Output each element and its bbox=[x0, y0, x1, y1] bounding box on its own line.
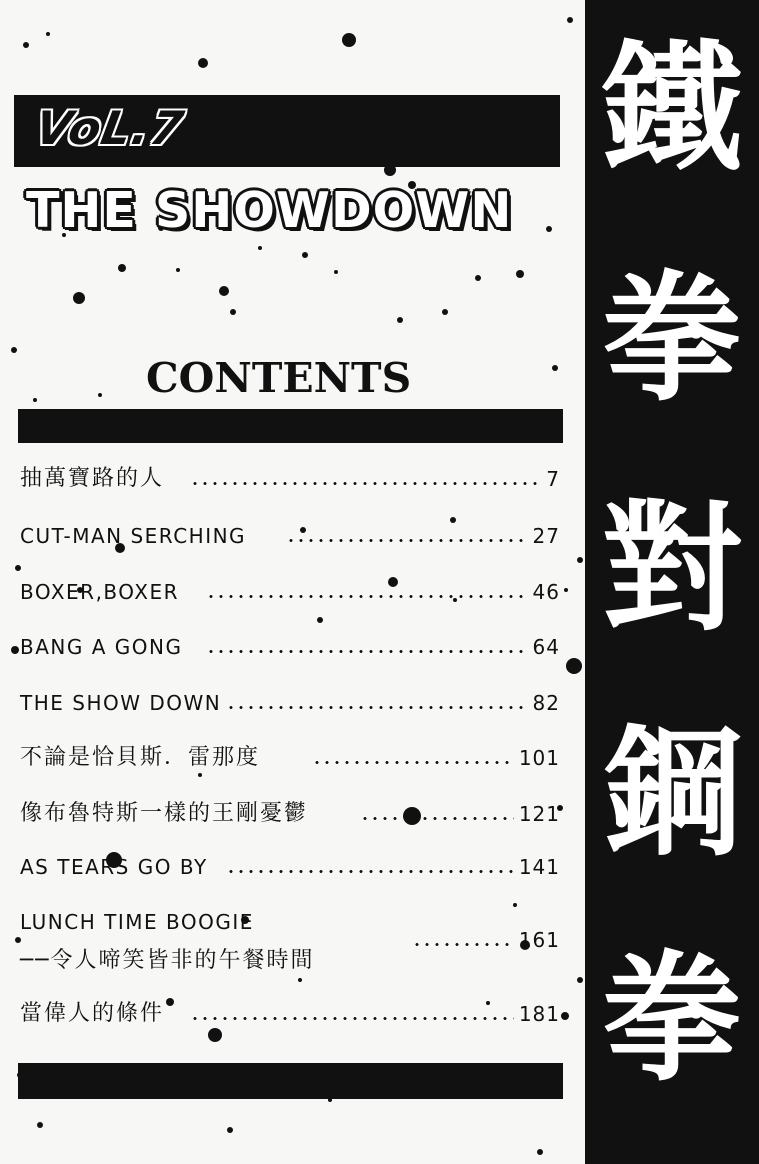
toc-entry-title: 當偉人的條件 bbox=[20, 1001, 165, 1026]
toc-entry-page: 27 bbox=[532, 524, 560, 548]
series-title-char: 對 bbox=[601, 488, 742, 651]
series-title-char: 拳 bbox=[601, 258, 742, 421]
series-title-char: 鋼 bbox=[601, 713, 742, 876]
toc-leader-dots bbox=[226, 706, 526, 709]
series-title-char: 鐵 bbox=[601, 28, 742, 191]
toc-entry-title: BANG A GONG bbox=[20, 635, 183, 659]
toc-entry-title: BOXER,BOXER bbox=[20, 580, 179, 604]
contents-heading: CONTENTS bbox=[146, 354, 412, 402]
footer-divider-bar bbox=[18, 1063, 563, 1099]
toc-entry[interactable] bbox=[20, 798, 560, 834]
toc-entry-title: 不論是恰貝斯．雷那度 bbox=[20, 745, 261, 770]
toc-entry[interactable] bbox=[20, 463, 560, 499]
toc-entry[interactable] bbox=[20, 998, 560, 1034]
toc-entry-page: 181 bbox=[518, 1002, 560, 1026]
toc-entry-title: LUNCH TIME BOOGIE bbox=[20, 910, 254, 934]
toc-leader-dots bbox=[286, 539, 526, 542]
toc-entry-subtitle: ──令人啼笑皆非的午餐時間 bbox=[20, 948, 315, 973]
toc-entry-page: 121 bbox=[518, 802, 560, 826]
toc-leader-dots bbox=[360, 817, 514, 820]
toc-entry-title: CUT-MAN SERCHING bbox=[20, 524, 247, 548]
toc-leader-dots bbox=[206, 595, 526, 598]
volume-label: VoL.7 bbox=[31, 101, 189, 155]
toc-entry[interactable] bbox=[20, 576, 560, 612]
toc-entry-title: AS TEARS GO BY bbox=[20, 855, 208, 879]
toc-entry-title: 像布魯特斯一樣的王剛憂鬱 bbox=[20, 801, 309, 826]
toc-leader-dots bbox=[206, 650, 526, 653]
toc-entry-page: 101 bbox=[518, 746, 560, 770]
toc-entry-page: 161 bbox=[518, 928, 560, 952]
toc-entry-page: 64 bbox=[532, 635, 560, 659]
toc-entry-title: 抽萬寶路的人 bbox=[20, 466, 165, 491]
toc-entry-page: 82 bbox=[532, 691, 560, 715]
volume-subtitle: THE SHOWDOWN bbox=[26, 182, 513, 239]
toc-leader-dots bbox=[190, 1017, 514, 1020]
toc-leader-dots bbox=[226, 870, 514, 873]
toc-entry-page: 141 bbox=[518, 855, 560, 879]
toc-entry[interactable] bbox=[20, 687, 560, 723]
toc-entry[interactable] bbox=[20, 742, 560, 778]
toc-entry-page: 46 bbox=[532, 580, 560, 604]
toc-entry[interactable] bbox=[20, 851, 560, 887]
toc-leader-dots bbox=[312, 761, 514, 764]
ink-speck bbox=[577, 977, 583, 983]
ink-speck bbox=[577, 557, 583, 563]
toc-entry-page: 7 bbox=[546, 467, 560, 491]
toc-entry-title: THE SHOW DOWN bbox=[20, 691, 222, 715]
toc-leader-dots bbox=[190, 482, 542, 485]
series-title-char: 拳 bbox=[601, 938, 742, 1101]
toc-leader-dots bbox=[412, 943, 514, 946]
series-title-banner bbox=[585, 0, 759, 1164]
toc-entry[interactable] bbox=[20, 520, 560, 556]
toc-entry[interactable] bbox=[20, 631, 560, 667]
